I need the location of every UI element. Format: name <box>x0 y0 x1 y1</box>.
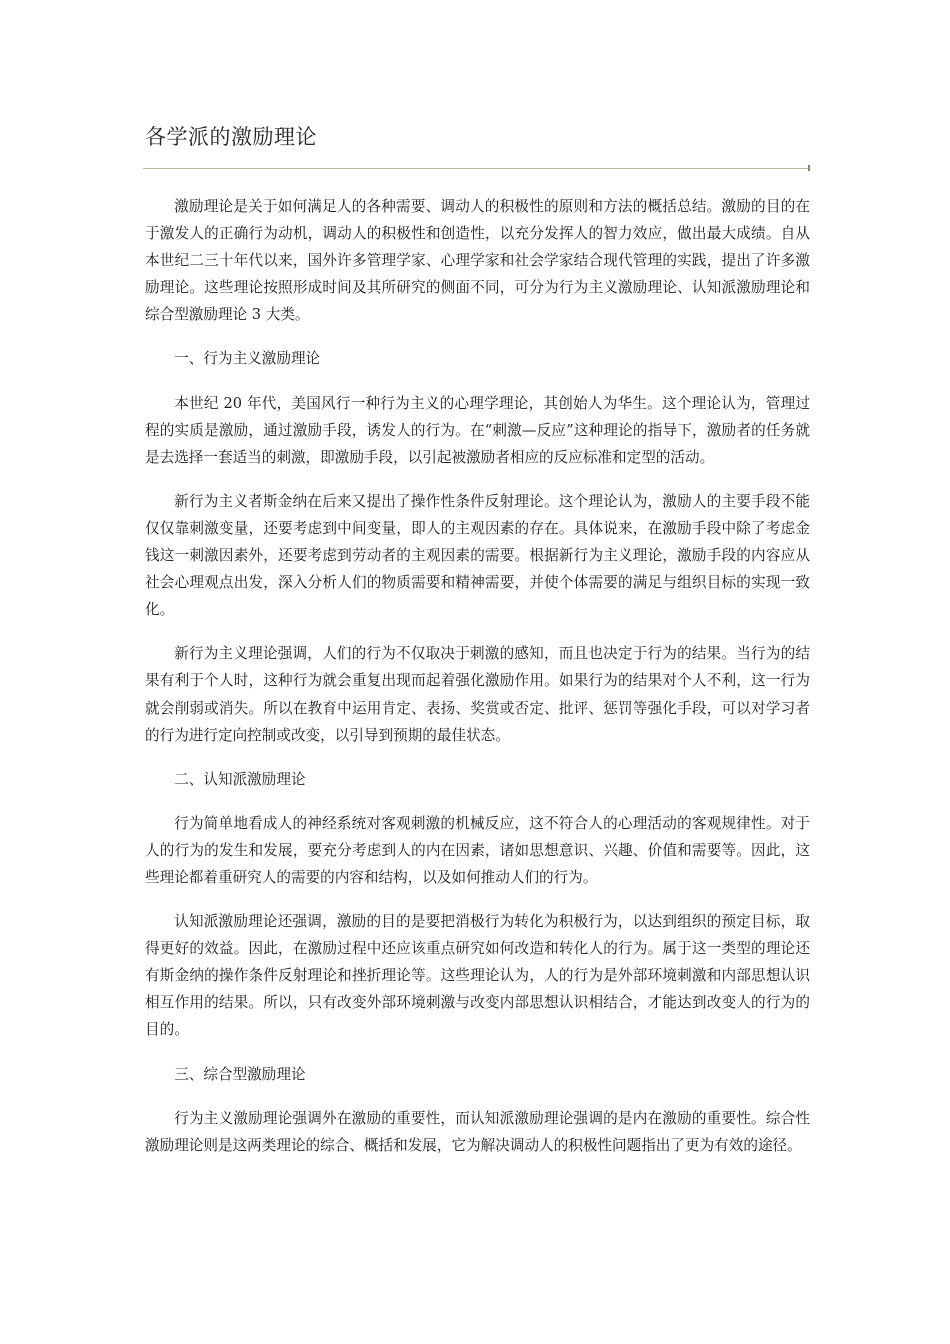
body-paragraph: 行为简单地看成人的神经系统对客观刺激的机械反应，这不符合人的心理活动的客观规律性。对于人的行为的发生和发展，要充分考虑到人的内在因素，诸如思想意识、兴趣、价值和需要等。因此，这些理论都着重研究人的需要的内容和结构，以及如何推动人们的行为。 <box>145 814 810 886</box>
page-title: 各学派的激励理论 <box>145 125 317 149</box>
title-divider <box>143 168 810 169</box>
body-paragraph: 新行为主义者斯金纳在后来又提出了操作性条件反射理论。这个理论认为，激励人的主要手段不能仅仅靠刺激变量，还要考虑到中间变量，即人的主观因素的存在。具体说来，在激励手段中除了考虑金钱这一刺激因素外，还要考虑到劳动者的主观因素的需要。根据新行为主义理论，激励手段的内容应从社会心理观点出发，深入分析人们的物质需要和精神需要，并使个体需要的满足与组织目标的实现一致化。 <box>145 492 810 619</box>
section-heading-integrated: 三、综合型激励理论 <box>174 1065 306 1083</box>
body-paragraph: 新行为主义理论强调，人们的行为不仅取决于刺激的感知，而且也决定于行为的结果。当行为的结果有利于个人时，这种行为就会重复出现而起着强化激励作用。如果行为的结果对个人不利，这一行为就会削弱或消失。所以在教育中运用肯定、表扬、奖赏或否定、批评、惩罚等强化手段，可以对学习者的行为进行定向控制或改变，以引导到预期的最佳状态。 <box>145 645 810 744</box>
section-heading-behaviorism: 一、行为主义激励理论 <box>174 350 321 368</box>
body-paragraph: 认知派激励理论还强调，激励的目的是要把消极行为转化为积极行为，以达到组织的预定目标，取得更好的效益。因此，在激励过程中还应该重点研究如何改造和转化人的行为。属于这一类型的理论还有斯金纳的操作条件反射理论和挫折理论等。这些理论认为，人的行为是外部环境刺激和内部思想认识相互作用的结果。所以，只有改变外部环境刺激与改变内部思想认识相结合，才能达到改变人的行为的目的。 <box>145 913 810 1039</box>
intro-paragraph: 激励理论是关于如何满足人的各种需要、调动人的积极性的原则和方法的概括总结。激励的目的在于激发人的正确行为动机，调动人的积极性和创造性，以充分发挥人的智力效应，做出最大成绩。自从本世纪二三十年代以来，国外许多管理学家、心理学家和社会学家结合现代管理的实践，提出了许多激励理论。这些理论按照形成时间及其所研究的侧面不同，可分为行为主义激励理论、认知派激励理论和综合型激励理论 3 大类。 <box>145 198 810 324</box>
article-body <box>145 193 810 1176</box>
body-paragraph: 行为主义激励理论强调外在激励的重要性，而认知派激励理论强调的是内在激励的重要性。综合性激励理论则是这两类理论的综合、概括和发展，它为解决调动人的积极性问题指出了更为有效的途径。 <box>145 1109 810 1154</box>
section-heading-cognitive: 二、认知派激励理论 <box>174 770 306 788</box>
body-paragraph: 本世纪 20 年代，美国风行一种行为主义的心理学理论，其创始人为华生。这个理论认为，管理过程的实质是激励，通过激励手段，诱发人的行为。在“刺激—反应”这种理论的指导下，激励者的任务就是去选择一套适当的刺激，即激励手段，以引起被激励者相应的反应标准和定型的活动。 <box>145 394 810 466</box>
divider-end-mark <box>808 165 810 171</box>
